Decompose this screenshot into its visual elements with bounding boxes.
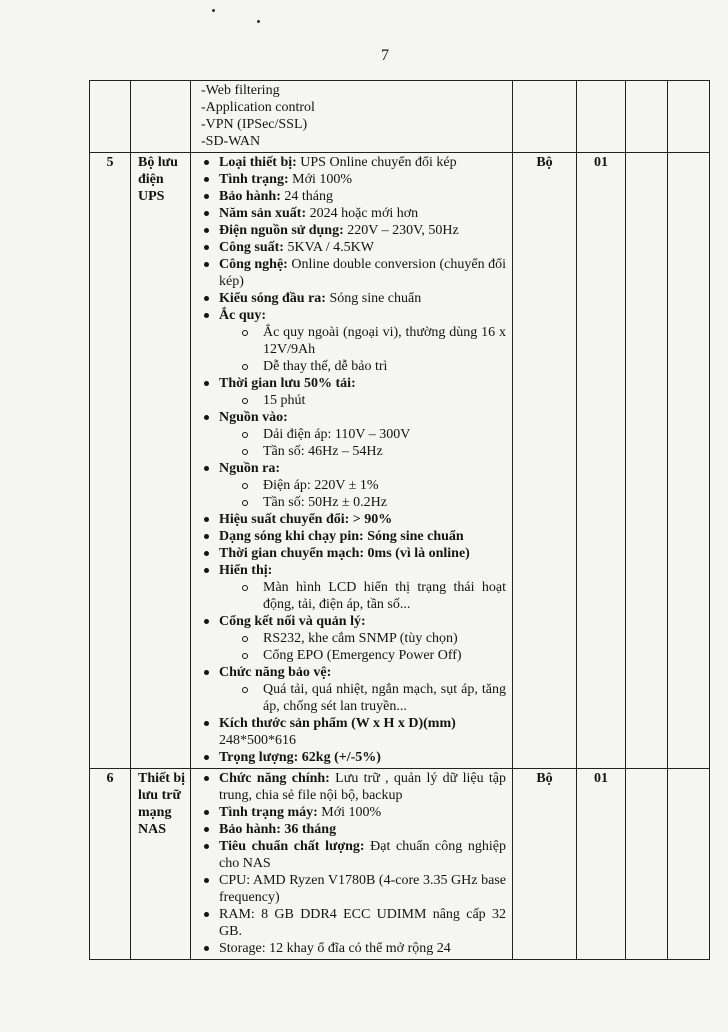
spec-item [195,188,506,205]
table-row [90,81,710,153]
item-name-cell [131,81,191,153]
spec-subitem: Điện áp: 220V ± 1% [219,477,506,494]
spec-list [195,770,506,957]
spec-label: Công nghệ: [219,257,288,272]
scan-speck [257,20,260,23]
spec-value: Storage: 12 khay ổ đĩa có thể mở rộng 24 [219,941,451,956]
spec-item [195,154,506,171]
feature-line: -Web filtering [201,83,280,98]
spec-value: 24 tháng [280,189,333,204]
spec-value: Mới 100% [317,805,382,820]
spec-label: Dạng sóng khi chạy pin: Sóng sine chuẩn [219,529,464,544]
spec-sublist [219,392,506,409]
spec-subitem: Tần số: 50Hz ± 0.2Hz [219,494,506,511]
spec-label: Chức năng chính: [219,771,330,786]
spec-extra: 248*500*616 [219,733,296,748]
empty-cell [626,153,668,769]
empty-cell [626,769,668,960]
unit-cell: Bộ [513,769,577,960]
spec-value: 2024 hoặc mới hơn [306,206,419,221]
spec-value: 5KVA / 4.5KW [283,240,374,255]
spec-value: CPU: AMD Ryzen V1780B (4-core 3.35 GHz base frequency) [219,873,506,905]
spec-label: Tình trạng máy: [219,805,318,820]
spec-item [195,562,506,613]
spec-list [195,154,506,766]
spec-label: Hiệu suất chuyển đổi: > 90% [219,512,393,527]
spec-value: RAM: 8 GB DDR4 ECC UDIMM nâng cấp 32 GB. [219,907,506,939]
spec-item [195,460,506,511]
spec-sublist [219,324,506,375]
item-description-cell [191,769,513,960]
spec-item [195,715,506,749]
spec-subitem: Quá tải, quá nhiệt, ngắn mạch, sụt áp, tăng áp, chống sét lan truyền... [219,681,506,715]
spec-sublist [219,630,506,664]
unit-cell [513,81,577,153]
unit-cell: Bộ [513,153,577,769]
item-description-cell [191,153,513,769]
spec-item [195,545,506,562]
spec-label: Ắc quy: [219,308,267,323]
spec-value: Lưu trữ , quản lý dữ liệu tập trung, chia sẻ file nội bộ, backup [219,771,506,803]
spec-label: Công suất: [219,240,284,255]
spec-item [195,375,506,409]
spec-item [195,613,506,664]
spec-label: Thời gian chuyển mạch: 0ms (vì là online) [219,546,470,561]
spec-label: Thời gian lưu 50% tải: [219,376,356,391]
spec-subitem: RS232, khe cắm SNMP (tùy chọn) [219,630,506,647]
quantity-cell: 01 [577,769,626,960]
spec-label: Điện nguồn sử dụng: [219,223,344,238]
spec-item [195,239,506,256]
item-name-cell: Bộ lưu điện UPS [131,153,191,769]
spec-value: Đạt chuẩn công nghiệp cho NAS [219,839,506,871]
spec-value: UPS Online chuyển đổi kép [296,155,457,170]
spec-label: Kích thước sản phẩm (W x H x D)(mm) [219,716,456,731]
page-number: 7 [381,47,389,64]
spec-item [195,804,506,821]
spec-value: Online double conversion (chuyển đổi kép) [219,257,506,289]
feature-line: -SD-WAN [201,134,261,149]
spec-sublist [219,426,506,460]
spec-label: Bảo hành: 36 tháng [219,822,337,837]
spec-sublist [219,579,506,613]
spec-label: Loại thiết bị: [219,155,297,170]
spec-value: Sóng sine chuẩn [325,291,422,306]
spec-sublist [219,477,506,511]
spec-item [195,290,506,307]
empty-cell [668,769,710,960]
spec-label: Nguồn ra: [219,461,281,476]
spec-label: Cổng kết nối và quản lý: [219,614,366,629]
table-row [90,153,710,769]
spec-label: Nguồn vào: [219,410,288,425]
specification-table [89,80,710,960]
empty-cell [668,153,710,769]
spec-sublist [219,681,506,715]
spec-item [195,906,506,940]
quantity-cell: 01 [577,153,626,769]
spec-item [195,821,506,838]
spec-item [195,256,506,290]
empty-cell [626,81,668,153]
spec-label: Tiêu chuẩn chất lượng: [219,839,365,854]
scan-speck [212,9,215,12]
spec-item [195,205,506,222]
spec-subitem: Ắc quy ngoài (ngoại vi), thường dùng 16 x 12V/9Ah [219,324,506,358]
spec-item [195,749,506,766]
empty-cell [668,81,710,153]
feature-line: -Application control [201,100,315,115]
spec-subitem: Cổng EPO (Emergency Power Off) [219,647,506,664]
spec-label: Bảo hành: [219,189,281,204]
item-number-cell: 5 [90,153,131,769]
quantity-cell [577,81,626,153]
spec-item [195,307,506,375]
spec-subitem: Tần số: 46Hz – 54Hz [219,443,506,460]
spec-item [195,409,506,460]
item-number-cell [90,81,131,153]
spec-item [195,528,506,545]
spec-subitem: Dễ thay thế, dễ bảo trì [219,358,506,375]
spec-subitem: Màn hình LCD hiển thị trạng thái hoạt động, tải, điện áp, tần số... [219,579,506,613]
item-name-cell: Thiết bị lưu trữ mạng NAS [131,769,191,960]
spec-item [195,940,506,957]
spec-item [195,838,506,872]
spec-item [195,872,506,906]
spec-item [195,222,506,239]
item-number-cell: 6 [90,769,131,960]
spec-subitem: Dải điện áp: 110V – 300V [219,426,506,443]
spec-item [195,664,506,715]
feature-line: -VPN (IPSec/SSL) [201,117,308,132]
spec-label: Tình trạng: [219,172,289,187]
spec-value: 220V – 230V, 50Hz [343,223,459,238]
spec-label: Hiển thị: [219,563,273,578]
spec-label: Năm sản xuất: [219,206,307,221]
spec-label: Chức năng bảo vệ: [219,665,332,680]
spec-value: Mới 100% [288,172,353,187]
spec-item [195,770,506,804]
spec-label: Trọng lượng: 62kg (+/-5%) [219,750,381,765]
spec-label: Kiểu sóng đầu ra: [219,291,326,306]
spec-item [195,511,506,528]
spec-subitem: 15 phút [219,392,506,409]
table-row [90,769,710,960]
item-description-cell [191,81,513,153]
spec-item [195,171,506,188]
